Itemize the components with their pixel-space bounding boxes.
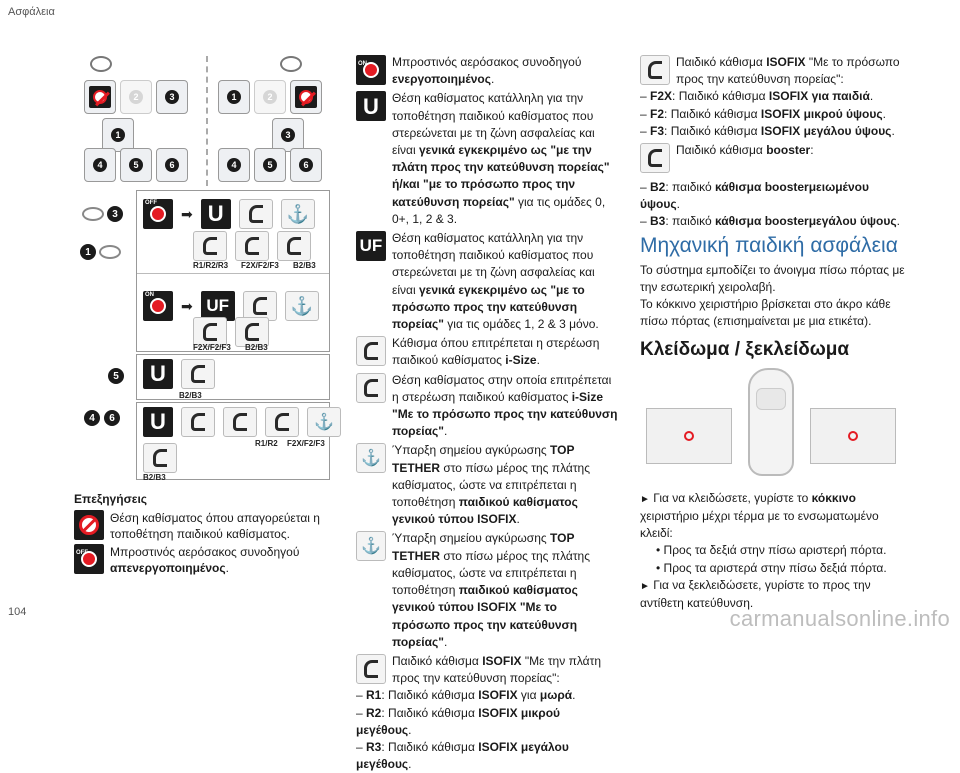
isofix-forward-seat-icon [235, 231, 269, 261]
dash-item: – R1: Παιδικό κάθισμα ISOFIX για μωρά. [356, 688, 576, 703]
section-header: Ασφάλεια [8, 6, 55, 18]
callout-seat-5: 5 [108, 368, 124, 384]
isofix-rear-seat-icon [223, 407, 257, 437]
no-childseat-icon [74, 510, 104, 540]
seat-layout-diagram [84, 56, 328, 188]
booster-seat-icon [143, 443, 177, 473]
airbag-off-icon: OFF [143, 199, 173, 229]
arrow-icon: ➡ [181, 205, 193, 222]
seat-number-6: 6 [165, 158, 179, 172]
dash-item: – R2: Παιδικό κάθισμα ISOFIX μικρού μεγέθους. [356, 705, 561, 737]
anchor-icon: ⚓ [281, 199, 315, 229]
callout-number: 6 [104, 410, 120, 426]
caption: F2X/F2/F3 [193, 343, 231, 352]
dash-item: – F3: Παιδικό κάθισμα ISOFIX μεγάλου ύψους. [640, 123, 895, 138]
booster-seat-icon [277, 231, 311, 261]
universal-seat-icon: U [356, 91, 386, 121]
bullet-item: • Προς τα αριστερά στην πίσω δεξιά πόρτα. [656, 560, 887, 575]
lock-control-icon [684, 431, 694, 441]
caption: R1/R2/R3 [193, 261, 229, 270]
seat-number-5: 5 [263, 158, 277, 172]
dash-item: – F2: Παιδικό κάθισμα ISOFIX μικρού ύψους. [640, 106, 886, 121]
section-heading-child-lock: Μηχανική παιδική ασφάλεια [640, 233, 898, 257]
legend-item-no-childseat [74, 510, 330, 542]
page-number: 104 [8, 606, 27, 618]
legend-item-airbag-off [74, 544, 330, 576]
caption: R1/R2 [255, 439, 278, 448]
bullet-item: • Προς τα δεξιά στην πίσω αριστερή πόρτα. [656, 543, 887, 558]
seat-number-4: 4 [227, 158, 241, 172]
airbag-on-icon: ON [143, 291, 173, 321]
entry-booster: Παιδικό κάθισμα booster: [640, 142, 910, 173]
triangle-bullet-icon: ► [640, 493, 650, 505]
caption: F2X/F2/F3 [287, 439, 325, 448]
dash-item: – B2: παιδικό κάθισμα boosterμειωμένου ύψους. [640, 180, 869, 212]
anchor-forward-icon: ⚓ [356, 531, 386, 561]
legend-text: Θέση καθίσματος όπου απαγορεύεται η τοποθέτηση παιδικού καθίσματος. [110, 511, 320, 541]
steering-wheel-icon [280, 56, 302, 72]
callout-number: 1 [80, 244, 96, 260]
isize-forward-icon [356, 373, 386, 403]
callout-seat-1 [80, 244, 121, 260]
seat-number-4: 4 [93, 158, 107, 172]
car-layout-right [218, 56, 328, 186]
seat-number-3: 3 [281, 128, 295, 142]
watermark: carmanualsonline.info [729, 606, 950, 631]
universal-forward-seat-icon: UF [201, 291, 235, 321]
seat-number-3: 3 [165, 90, 179, 104]
legend-title: Επεξηγήσεις [74, 492, 148, 506]
no-childseat-icon [89, 86, 111, 108]
no-childseat-icon [295, 86, 317, 108]
entry-universal: U Θέση καθίσματος κατάλληλη για την τοποθέτηση παιδικού καθίσματος που στερεώνεται με τη ζώνη ασφαλείας και είναι γενικά εγκεκριμένο ως "με την πλάτη προς την κατεύθυνση πορείας" ή/και "με το πρόσωπο προς την κατεύθυνση πορείας" για τις ομάδες 0, 0+, 1, 2 & 3. [356, 90, 618, 228]
isize-seat-icon [239, 199, 273, 229]
steering-wheel-icon [82, 207, 104, 221]
entry-airbag-on: ON Μπροστινός αερόσακος συνοδηγού ενεργοποιημένος. [358, 55, 582, 87]
legend-text: Μπροστινός αερόσακος συνοδηγού απενεργοποιημένος. [110, 545, 300, 575]
dash-item: – R3: Παιδικό κάθισμα ISOFIX μεγάλου μεγέθους. [356, 739, 569, 772]
seat-number-6: 6 [299, 158, 313, 172]
paragraph-lock: ► Για να κλειδώσετε, γυρίστε το κόκκινο χειριστήριο μέχρι τέρμα με το ενσωματωμένο κλειδί: [640, 490, 879, 541]
callout-seat-3 [82, 206, 123, 222]
paragraph: Το κόκκινο χειριστήριο βρίσκεται στο άκρο κάθε πίσω πόρτας (επισημαίνεται με μια ετικέτα). [640, 297, 891, 329]
steering-wheel-icon [99, 245, 121, 259]
booster-seat-icon [181, 359, 215, 389]
caption: B2/B3 [143, 473, 166, 482]
caption: B2/B3 [179, 391, 202, 400]
rear-outer-panel [136, 402, 334, 482]
seat-number-5: 5 [129, 158, 143, 172]
child-lock-diagram [646, 368, 896, 478]
right-column [640, 54, 910, 612]
isofix-rear-seat-icon [356, 654, 386, 684]
entry-isofix-forward: Παιδικό κάθισμα ISOFIX "Με το πρόσωπο προς την κατεύθυνση πορείας": [640, 54, 910, 88]
callout-number: 3 [107, 206, 123, 222]
door-left-detail [646, 408, 732, 464]
caption: B2/B3 [245, 343, 268, 352]
booster-seat-icon [640, 143, 670, 173]
entry-top-tether: ⚓ Ύπαρξη σημείου αγκύρωσης TOP TETHER στο πίσω μέρος της πλάτης καθίσματος, ώστε να επιτρέπεται η τοποθέτηση παιδικού καθίσματος γενικού τύπου ISOFIX. [356, 442, 618, 528]
callout-seats-4-6 [84, 410, 120, 426]
universal-seat-icon: U [143, 407, 173, 437]
seat-number-1: 1 [227, 90, 241, 104]
triangle-bullet-icon: ► [640, 580, 650, 592]
paragraph-unlock: ► Για να ξεκλειδώσετε, γυρίστε το προς την αντίθετη κατεύθυνση. [640, 577, 871, 611]
universal-seat-icon: U [143, 359, 173, 389]
anchor-forward-icon: ⚓ [285, 291, 319, 321]
callout-number: 4 [84, 410, 100, 426]
entry-top-tether-forward: ⚓ Ύπαρξη σημείου αγκύρωσης TOP TETHER στο πίσω μέρος της πλάτης καθίσματος, ώστε να επιτρέπεται η τοποθέτηση παιδικού καθίσματος γενικού τύπου ISOFIX "Με το πρόσωπο προς την κατεύθυνση πορείας". [356, 530, 618, 650]
universal-seat-icon: U [201, 199, 231, 229]
caption: B2/B3 [293, 261, 316, 270]
paragraph: Το σύστημα εμποδίζει το άνοιγμα πίσω πόρτας με την εσωτερική χειρολαβή. [640, 262, 905, 295]
isize-seat-icon [356, 336, 386, 366]
isofix-rear-seat-icon [193, 231, 227, 261]
seat-number-1: 1 [111, 128, 125, 142]
dash-item: – B3: παιδικό κάθισμα boosterμεγάλου ύψους. [640, 214, 900, 229]
middle-column [356, 54, 618, 773]
car-top-view [748, 368, 794, 476]
entry-isofix-rear: Παιδικό κάθισμα ISOFIX "Με την πλάτη προς την κατεύθυνση πορείας": [356, 653, 618, 687]
entry-isize: Κάθισμα όπου επιτρέπεται η στερέωση παιδικού καθίσματος i-Size. [356, 335, 618, 369]
isofix-forward-seat-icon [640, 55, 670, 85]
seat-number-2: 2 [263, 90, 277, 104]
airbag-on-icon: ON [356, 55, 386, 85]
door-right-detail [810, 408, 896, 464]
caption: F2X/F2/F3 [241, 261, 279, 270]
isofix-forward-seat-icon [265, 407, 299, 437]
entry-universal-forward: UF Θέση καθίσματος κατάλληλη για την τοποθέτηση παιδικού καθίσματος που στερεώνεται με τη ζώνη ασφαλείας και είναι γενικά εγκεκριμένο ως "με το πρόσωπο προς την κατεύθυνση πορείας" για τις ομάδες 1, 2 & 3 μόνο. [356, 230, 618, 333]
lock-control-icon [848, 431, 858, 441]
front-passenger-panel [136, 190, 330, 352]
section-heading-lock-unlock: Κλείδωμα / ξεκλείδωμα [640, 338, 850, 360]
rear-centre-panel [136, 354, 330, 400]
anchor-icon: ⚓ [307, 407, 341, 437]
entry-isize-forward: Θέση καθίσματος στην οποία επιτρέπεται η στερέωση παιδικού καθίσματος i-Size "Με το πρόσωπο προς την κατεύθυνση πορείας". [356, 372, 618, 441]
universal-forward-seat-icon: UF [356, 231, 386, 261]
isize-seat-icon [181, 407, 215, 437]
car-layout-left [84, 56, 194, 186]
seat-number-2: 2 [129, 90, 143, 104]
dash-item: – F2X: Παιδικό κάθισμα ISOFIX για παιδιά. [640, 89, 874, 104]
airbag-off-icon: OFF [74, 544, 104, 574]
steering-wheel-icon [90, 56, 112, 72]
diagram-divider [206, 56, 208, 186]
anchor-icon: ⚓ [356, 443, 386, 473]
arrow-icon: ➡ [181, 297, 193, 314]
